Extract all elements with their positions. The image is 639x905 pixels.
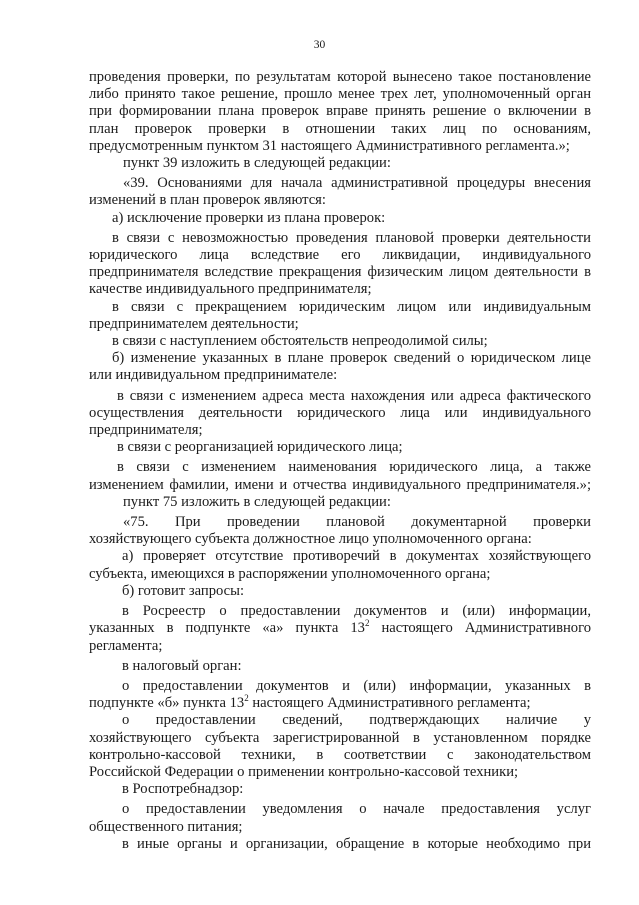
text-line: б) изменение указанных в плане проверок сведений о юридическом лице xyxy=(112,350,591,367)
text-line: либо принято такое решение, прошло менее трех лет, уполномоченный орган xyxy=(89,86,591,103)
text-line: хозяйствующего субъекта зарегистрированной в установленном порядке xyxy=(89,729,591,746)
text-line xyxy=(89,695,591,712)
text-line: изменений в план проверок являются: xyxy=(89,192,326,209)
text-fragment: настоящего Административного регламента; xyxy=(248,695,531,712)
text-line: б) готовит запросы: xyxy=(122,582,245,599)
text-line: предусмотренным пунктом 31 настоящего Административного регламента.»; xyxy=(89,137,570,154)
text-line: в связи с изменением наименования юридического лица, а также xyxy=(117,459,591,476)
text-line: предпринимателя вследствие прекращения физическим лицом деятельности в xyxy=(89,264,591,281)
text-line xyxy=(89,620,591,637)
text-line: хозяйствующего субъекта должностное лицо уполномоченного органа: xyxy=(89,531,532,548)
text-line: план проверок проверки в отношении таких лиц по основаниям, xyxy=(89,120,591,137)
page-number: 30 xyxy=(313,39,326,51)
text-line: проведения проверки, по результатам которой вынесено такое постановление xyxy=(89,69,591,85)
text-line: пункт 39 изложить в следующей редакции: xyxy=(123,155,391,172)
text-fragment: настоящего Административного xyxy=(369,620,591,637)
text-fragment: указанных в подпункте «а» пункта 13 xyxy=(89,620,365,637)
text-line: предпринимателя; xyxy=(89,422,203,439)
text-line: в налоговый орган: xyxy=(122,657,242,674)
text-line: или индивидуальном предпринимателе: xyxy=(89,367,338,384)
text-line: а) проверяет отсутствие противоречий в документах хозяйствующего xyxy=(122,548,591,565)
text-line: в иные органы и организации, обращение в которые необходимо при xyxy=(122,835,591,852)
text-line: изменением фамилии, имени и отчества индивидуального предпринимателя.»; xyxy=(89,476,591,493)
text-line: «75. При проведении плановой документарной проверки xyxy=(123,514,591,531)
text-line: о предоставлении документов и (или) информации, указанных в xyxy=(122,677,591,694)
text-line: субъекта, имеющихся в распоряжении уполномоченного органа; xyxy=(89,565,491,582)
text-line: в связи с невозможностью проведения плановой проверки деятельности xyxy=(112,229,591,246)
text-line: при формировании плана проверок вправе принять решение о включении в xyxy=(89,103,591,120)
text-line: предпринимателем деятельности; xyxy=(89,315,299,332)
text-line: в Роспотребнадзор: xyxy=(122,781,244,798)
text-line: «39. Основаниями для начала административной процедуры внесения xyxy=(123,175,591,192)
text-line: о предоставлении уведомления о начале предоставления услуг xyxy=(122,801,591,818)
text-line: регламента; xyxy=(89,637,163,654)
text-line: в связи с изменением адреса места нахождения или адреса фактического xyxy=(117,387,591,404)
text-line: а) исключение проверки из плана проверок: xyxy=(112,209,386,226)
text-line: общественного питания; xyxy=(89,818,243,835)
text-line: качестве индивидуального предпринимателя; xyxy=(89,281,372,298)
text-line: юридического лица вследствие его ликвидации, индивидуального xyxy=(89,247,591,264)
text-fragment: подпункте «б» пункта 13 xyxy=(89,695,245,712)
text-line: осуществления деятельности юридического лица или индивидуального xyxy=(89,404,591,421)
text-line: Российской Федерации о применении контрольно-кассовой техники; xyxy=(89,763,519,780)
text-line: в Росреестр о предоставлении документов и (или) информации, xyxy=(122,603,591,620)
text-line: пункт 75 изложить в следующей редакции: xyxy=(123,493,391,510)
document-body xyxy=(89,69,591,853)
superscript: 2 xyxy=(364,618,370,629)
superscript: 2 xyxy=(244,693,249,704)
text-line: в связи с реорганизацией юридического лица; xyxy=(117,439,403,456)
text-line: контрольно-кассовой техники, в соответствии с законодательством xyxy=(89,746,591,763)
text-line: в связи с прекращением юридическим лицом или индивидуальным xyxy=(112,298,591,315)
text-line: о предоставлении сведений, подтверждающих наличие у xyxy=(122,712,591,729)
text-line: в связи с наступлением обстоятельств непреодолимой силы; xyxy=(112,333,488,350)
